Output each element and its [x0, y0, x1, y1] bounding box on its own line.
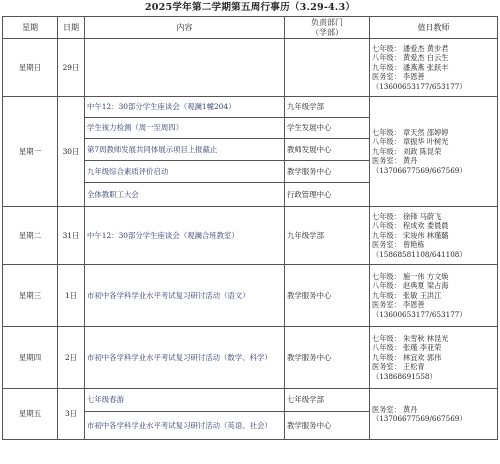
- duty-line: 九年级： 潘燕燕 张跃丰: [372, 62, 449, 72]
- duty-line: 七年级： 徐锋 马蔚飞: [372, 211, 442, 221]
- header-date: 日期: [58, 17, 85, 39]
- duty-line: 七年级： 施一伟 方文焕: [372, 271, 449, 281]
- duty-line: （13600653177/653177）: [372, 309, 467, 319]
- week-cell: 星期二: [3, 207, 58, 265]
- page-title: 2025学年第二学期第五周行事历（3.29-4.3）: [144, 2, 356, 13]
- duty-line: （13706677569/667569）: [372, 165, 467, 175]
- dept-cell: 教学服务中心: [285, 412, 370, 440]
- duty-line: （15868581108/641108）: [372, 249, 467, 259]
- date-cell: 29日: [58, 39, 85, 97]
- duty-line: 七年级： 章天然 邵婷婷: [372, 127, 449, 137]
- header-week: 星期: [3, 17, 58, 39]
- content-cell: 市初中各学科学业水平考试复习研讨活动（英语、社会）: [85, 412, 285, 440]
- duty-line: 八年级： 赵典夏 梁占海: [372, 281, 449, 291]
- dept-cell: 七年级学部: [285, 389, 370, 412]
- duty-line: （13600653177/653177）: [372, 81, 467, 91]
- dept-cell: 九年级学部: [285, 207, 370, 265]
- week-cell: 星期三: [3, 265, 58, 327]
- date-cell: 3日: [58, 389, 85, 440]
- content-cell: 中午12：30部分学生座谈会（观澜1幢204）: [85, 97, 285, 118]
- duty-line: 九年级： 宋竣伟 林瑾璐: [372, 230, 449, 240]
- duty-line: 九年级： 张敏 王洪江: [372, 290, 442, 300]
- content-cell: 市初中各学科学业水平考试复习研讨活动（数学、科学）: [85, 327, 285, 389]
- duty-line: 八年级： 黄爱杰 白云生: [372, 53, 449, 63]
- duty-cell: [370, 327, 498, 389]
- week-cell: 星期一: [3, 97, 58, 207]
- duty-line: 八年级： 章振华 叶树光: [372, 137, 449, 147]
- dept-cell: 教学服务中心: [285, 265, 370, 327]
- dept-cell: 行政管理中心: [285, 183, 370, 207]
- duty-line: 医务室： 王松青: [372, 362, 425, 372]
- duty-cell: [370, 207, 498, 265]
- schedule-table: [2, 16, 498, 440]
- table-row: [3, 389, 498, 412]
- table-row: [3, 97, 498, 118]
- header-duty: 值日教师: [370, 17, 498, 39]
- content-cell: 学生视力检测（周一至周四）: [85, 118, 285, 139]
- week-cell: 星期四: [3, 327, 58, 389]
- duty-line: 医务室： 曾艳栋: [372, 240, 425, 250]
- duty-line: 九年级： 刘政 陈昆荣: [372, 146, 442, 156]
- duty-cell: [370, 97, 498, 207]
- duty-line: 七年级： 朱雪秋 林昆光: [372, 333, 449, 343]
- duty-line: 医务室： 李恩善: [372, 72, 425, 82]
- dept-cell: 教学服务中心: [285, 327, 370, 389]
- duty-line: 医务室： 黄丹: [372, 404, 418, 414]
- duty-line: （13868691558）: [372, 371, 437, 381]
- week-cell: 星期五: [3, 389, 58, 440]
- dept-cell: 教师发展中心: [285, 139, 370, 161]
- content-cell: 中午12：30部分学生座谈会（观澜合班教室）: [85, 207, 285, 265]
- content-cell: 九年级综合素质评价启动: [85, 161, 285, 183]
- duty-line: 九年级： 林宜欢 郭伟: [372, 352, 442, 362]
- content-cell: [85, 39, 285, 97]
- date-cell: 30日: [58, 97, 85, 207]
- header-content: 内容: [85, 17, 285, 39]
- duty-line: 医务室： 李恩善: [372, 300, 425, 310]
- table-row: [3, 265, 498, 327]
- header-dept-line1: 负责部门: [311, 17, 343, 27]
- table-row: [3, 207, 498, 265]
- duty-cell: [370, 265, 498, 327]
- dept-cell: 学生发展中心: [285, 118, 370, 139]
- duty-cell: [370, 389, 498, 440]
- date-cell: 1日: [58, 265, 85, 327]
- duty-line: 医务室： 黄丹: [372, 156, 418, 166]
- content-cell: 市初中各学科学业水平考试复习研讨活动（语文）: [85, 265, 285, 327]
- duty-cell: [370, 39, 498, 97]
- content-cell: 全体教职工大会: [85, 183, 285, 207]
- dept-cell: [285, 39, 370, 97]
- week-cell: 星期日: [3, 39, 58, 97]
- duty-line: 八年级： 张瑾 李亚荣: [372, 343, 442, 353]
- dept-cell: 教学服务中心: [285, 161, 370, 183]
- dept-cell: 九年级学部: [285, 97, 370, 118]
- header-dept-line2: （学部）: [311, 27, 343, 37]
- duty-line: 七年级： 潘爱杰 黄步君: [372, 43, 449, 53]
- table-row: [3, 327, 498, 389]
- header-dept: [285, 17, 370, 39]
- table-row: [3, 39, 498, 97]
- date-cell: 2日: [58, 327, 85, 389]
- content-cell: 七年级春游: [85, 389, 285, 412]
- date-cell: 31日: [58, 207, 85, 265]
- duty-line: （13706677569/667569）: [372, 414, 467, 423]
- content-cell: 第7周教师发展共同体展示项目上报截止: [85, 139, 285, 161]
- duty-line: 八年级： 程成欢 娄晨晨: [372, 221, 449, 231]
